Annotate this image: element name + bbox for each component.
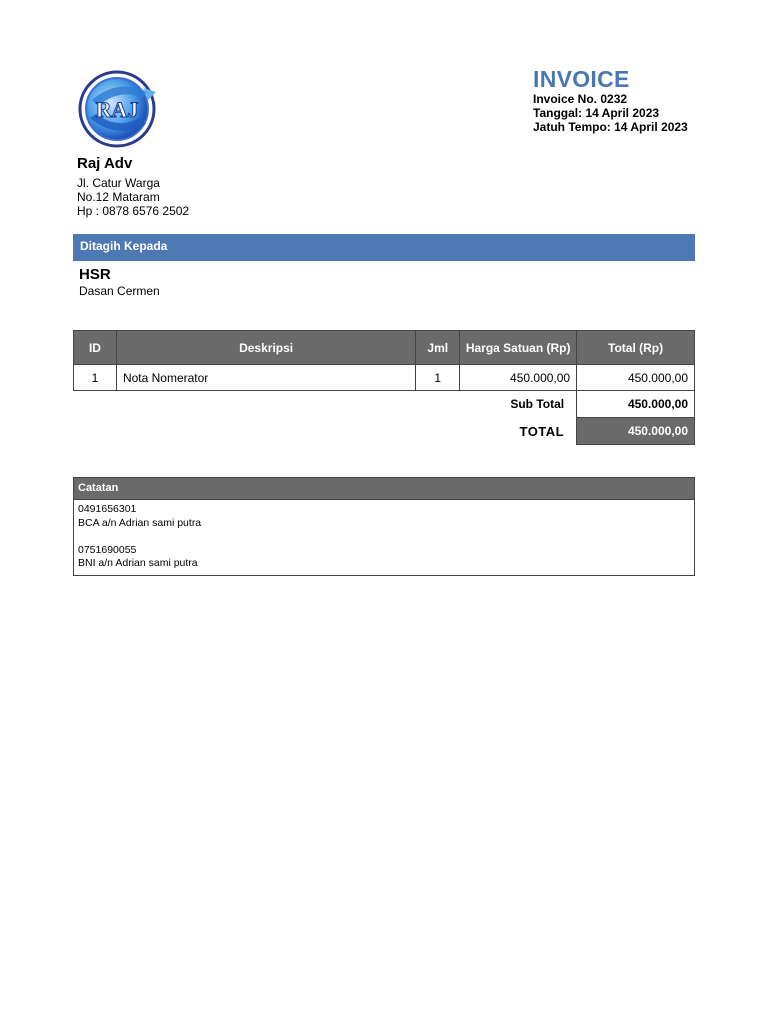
notes-line: BCA a/n Adrian sami putra [78, 516, 202, 529]
company-info [77, 155, 189, 218]
subtotal-row [74, 391, 695, 418]
col-header-total: Total (Rp) [577, 331, 695, 365]
company-name: Raj Adv [77, 155, 133, 172]
notes-body [74, 500, 694, 575]
cell-total: 450.000,00 [577, 365, 695, 391]
cell-id: 1 [74, 365, 117, 391]
subtotal-label: Sub Total [510, 397, 565, 412]
invoice-title: INVOICE [533, 66, 630, 92]
total-value: 450.000,00 [577, 418, 695, 445]
logo-emblem-icon [78, 70, 158, 148]
items-table [73, 330, 695, 445]
col-header-unit-price: Harga Satuan (Rp) [460, 331, 577, 365]
notes-line: 0751690055 [78, 543, 137, 556]
notes-header: Catatan [74, 478, 694, 500]
col-header-qty: Jml [416, 331, 460, 365]
notes-spacer [78, 530, 690, 544]
logo-text: RAJ [95, 97, 139, 122]
cell-description: Nota Nomerator [116, 365, 415, 391]
client-name: HSR [79, 266, 111, 283]
cell-unit-price: 450.000,00 [460, 365, 577, 391]
bill-to-header: Ditagih Kepada [73, 234, 695, 261]
total-label: TOTAL [519, 423, 565, 439]
col-header-description: Deskripsi [116, 331, 415, 365]
table-header-row [74, 331, 695, 365]
company-address-line-1: Jl. Catur Warga [77, 176, 160, 190]
col-header-id: ID [74, 331, 117, 365]
company-address-line-2: No.12 Mataram [77, 190, 160, 204]
invoice-date: Tanggal: 14 April 2023 [533, 106, 660, 120]
cell-qty: 1 [416, 365, 460, 391]
subtotal-value: 450.000,00 [577, 391, 695, 418]
invoice-number: Invoice No. 0232 [533, 92, 628, 106]
table-row [74, 365, 695, 391]
company-phone: Hp : 0878 6576 2502 [77, 204, 190, 218]
client-address: Dasan Cermen [79, 284, 160, 298]
total-row [74, 418, 695, 445]
notes-line: BNI a/n Adrian sami putra [78, 557, 198, 569]
company-logo [78, 70, 158, 148]
notes-box [73, 477, 695, 576]
client-info [79, 266, 160, 298]
invoice-header [533, 66, 688, 134]
invoice-due-date: Jatuh Tempo: 14 April 2023 [533, 120, 688, 134]
notes-line: 0491656301 [78, 503, 137, 515]
